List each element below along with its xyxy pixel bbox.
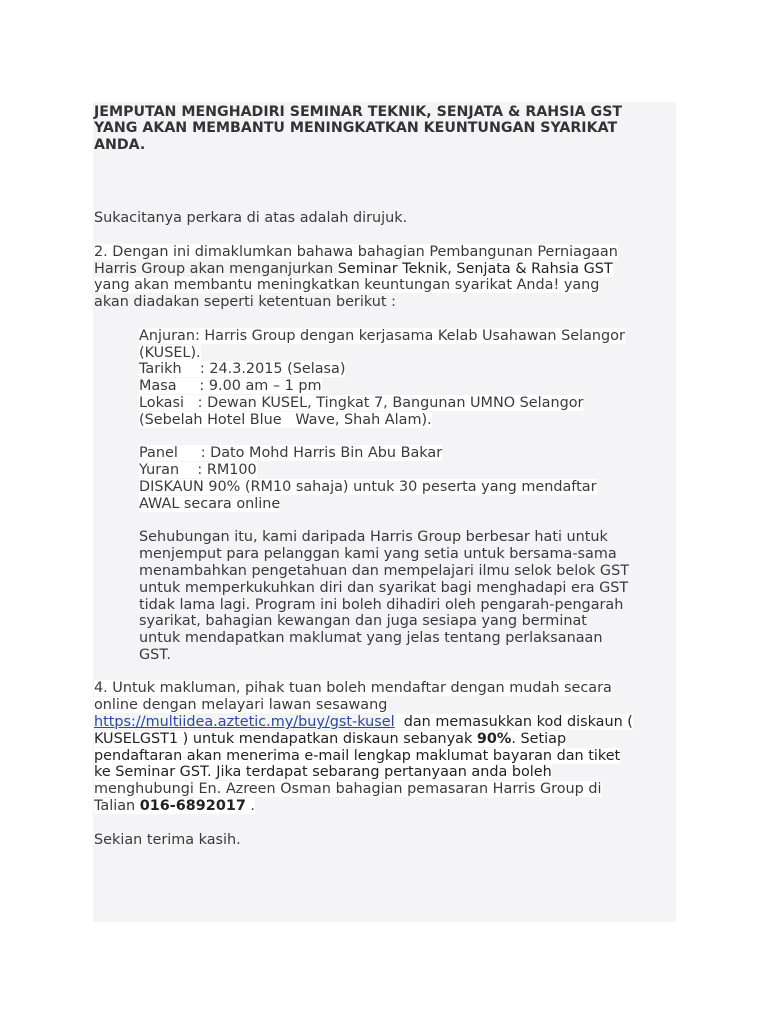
detail-diskaun: DISKAUN 90% (RM10 sahaja) untuk 30 peserta yang mendaftar (139, 478, 597, 495)
title-line: ANDA. (94, 136, 146, 153)
detail-panel: Panel : Dato Mohd Harris Bin Abu Bakar (139, 445, 443, 462)
discount-value: 90% (476, 730, 512, 747)
para4-line: Talian (94, 798, 140, 815)
paragraph-2 (94, 244, 676, 311)
para2-line: Harris Group akan menganjurkan (94, 260, 338, 277)
detail-lokasi-cont: (Sebelah Hotel Blue Wave, Shah Alam). (139, 411, 432, 428)
registration-link[interactable]: https://multiidea.aztetic.my/buy/gst-kusel (94, 714, 395, 731)
phone-number: 016-6892017 (139, 798, 246, 815)
para4-line: pendaftaran akan menerima e-mail lengkap maklumat bayaran dan tiket (94, 747, 621, 764)
event-details (94, 328, 676, 664)
title-line: YANG AKAN MEMBANTU MENINGKATKAN KEUNTUNGAN SYARIKAT (94, 120, 618, 137)
sehubungan-line: untuk memperkukuhkan diri dan syarikat bagi menghadapi era GST (139, 579, 629, 596)
detail-lokasi: Lokasi : Dewan KUSEL, Tingkat 7, Bangunan UMNO Selangor (139, 394, 584, 411)
detail-anjuran: Anjuran: Harris Group dengan kerjasama Kelab Usahawan Selangor (139, 327, 625, 344)
letter-title (94, 104, 676, 153)
para2-line: akan diadakan seperti ketentuan berikut : (94, 294, 396, 311)
para4-line: 4. Untuk makluman, pihak tuan boleh mendaftar dengan mudah secara (94, 680, 612, 697)
detail-anjuran-cont: (KUSEL). (139, 344, 201, 361)
paragraph-4 (94, 680, 676, 814)
sehubungan-line: menjemput para pelanggan kami yang setia untuk bersama-sama (139, 546, 617, 563)
sehubungan-line: menambahkan pengetahuan dan mempelajari ilmu selok belok GST (139, 562, 630, 579)
sehubungan-line: untuk mendapatkan maklumat yang jelas tentang perlaksanaan (139, 630, 603, 647)
letter-body (94, 104, 676, 848)
sehubungan-line: tidak lama lagi. Program ini boleh dihadiri oleh pengarah-pengarah (139, 596, 624, 613)
para4-line: online dengan melayari lawan sesawang (94, 697, 388, 714)
detail-diskaun-cont: AWAL secara online (139, 495, 281, 512)
seminar-name: Seminar Teknik, Senjata & Rahsia GST (337, 260, 613, 277)
detail-yuran: Yuran : RM100 (139, 462, 257, 479)
sehubungan-line: GST. (139, 646, 171, 663)
paragraph-sehubungan (139, 529, 676, 663)
para4-line: menghubungi En. Azreen Osman bahagian pemasaran Harris Group di (94, 781, 602, 798)
para4-line: ke Seminar GST. Jika terdapat sebarang pertanyaan anda boleh (94, 764, 552, 781)
para2-line: yang akan membantu meningkatkan keuntungan syarikat Anda! yang (94, 277, 600, 294)
para2-line: 2. Dengan ini dimaklumkan bahawa bahagian Pembangunan Perniagaan (94, 243, 618, 260)
title-line: JEMPUTAN MENGHADIRI SEMINAR TEKNIK, SENJATA & RAHSIA GST (94, 104, 623, 120)
closing: Sekian terima kasih. (94, 831, 241, 848)
para4-line: dan memasukkan kod diskaun ( (394, 714, 633, 731)
detail-tarikh: Tarikh : 24.3.2015 (Selasa) (139, 361, 346, 378)
para4-line: . (245, 798, 256, 815)
sehubungan-line: syarikat, bahagian kewangan dan juga sesiapa yang berminat (139, 613, 587, 630)
sehubungan-line: Sehubungan itu, kami daripada Harris Group berbesar hati untuk (139, 529, 608, 546)
detail-masa: Masa : 9.00 am – 1 pm (139, 378, 322, 395)
para4-line: KUSELGST1 ) untuk mendapatkan diskaun sebanyak (94, 730, 477, 747)
para4-line: . Setiap (511, 730, 567, 747)
salutation: Sukacitanya perkara di atas adalah dirujuk. (94, 210, 408, 227)
